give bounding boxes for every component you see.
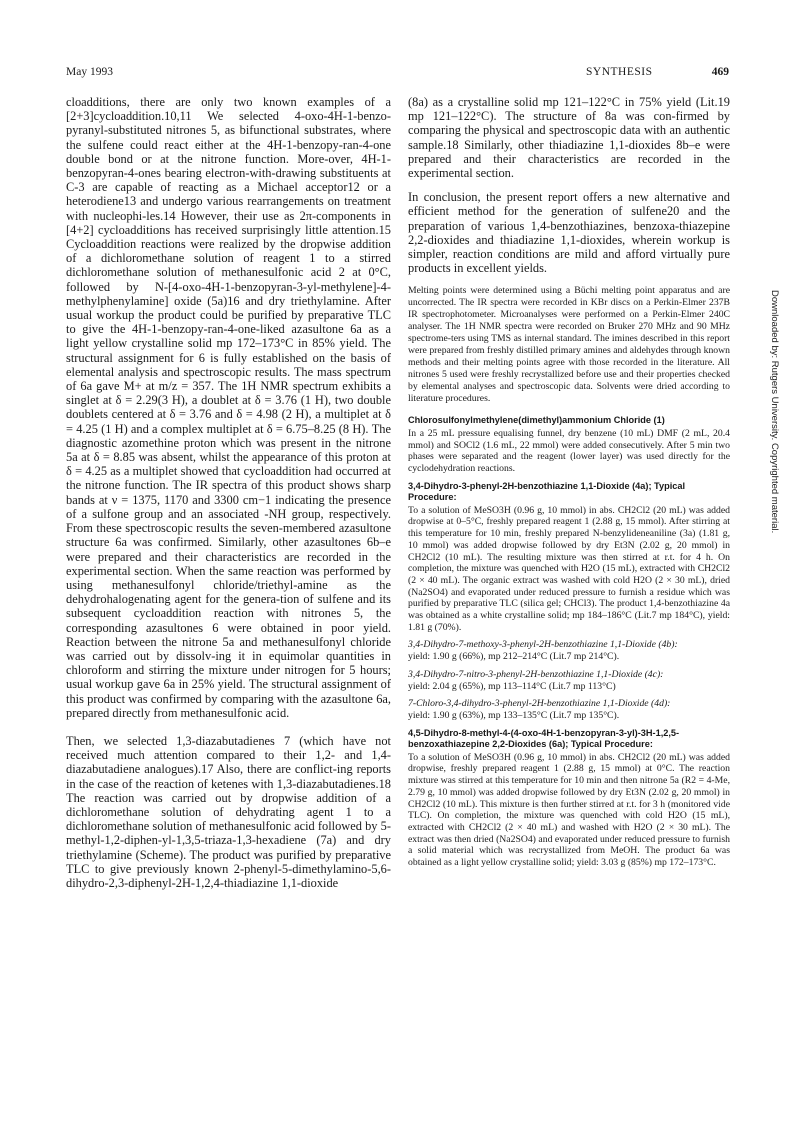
procedure-body: To a solution of MeSO3H (0.96 g, 10 mmol) in abs. CH2Cl2 (20 mL) was added dropwise at 0–5°C, freshly prepared reagent 1 (2.88 g, 15 mmol). After stirring at this temperature for 10 min, freshly prepared N-benzylideneaniline (3a) (1.81 g, 10 mmol) was added dropwise followed by dry Et3N (2.02 g, 20 mmol) in CH2Cl2 (10 mL). The resulting mixture was then stirred at r.t. for 4 h. On completion, the mixture was quenched with H2O (15 mL), extracted with CH2Cl2 (2 × 40 mL). The organic extract was washed with cold H2O (2 × 30 mL), dried (Na2SO4) and evaporated under reduced pressure to furnish a residue which was purified by preparative TLC (silica gel; CHCl3). The product 1,4-benzothiazine 4a was obtained as a white crystalline solid; mp 184–186°C (Lit.7 mp 184°C), yield: 1.81 g (70%).	[408, 504, 730, 633]
compound-name: 7-Chloro-3,4-dihydro-3-phenyl-2H-benzothiazine 1,1-Dioxide (4d):	[408, 698, 671, 710]
page-number: 469	[711, 66, 729, 78]
body-paragraph: (8a) as a crystalline solid mp 121–122°C in 75% yield (Lit.19 mp 121–122°C). The structure of 8a was con-firmed by comparing the physical and spectroscopic data with an authentic sample.18 Similarly, other thiadiazine 1,1-dioxides 8b–e were prepared and their characteristics are recorded in the experimental section.	[408, 95, 730, 181]
watermark-text: Downloaded by: Rutgers University. Copyrighted material.	[769, 290, 780, 534]
procedure-body: In a 25 mL pressure equalising funnel, dry benzene (10 mL) DMF (2 mL, 20.4 mmol) and SOCl2 (1.6 mL, 22 mmol) were added consecutively. After 5 min two phases were separated and the reagent (lower layer) was used directly for the cyclodehydration reactions.	[408, 427, 730, 475]
compound-name: 3,4-Dihydro-7-nitro-3-phenyl-2H-benzothiazine 1,1-Dioxide (4c):	[408, 668, 664, 680]
procedure-title: Chlorosulfonylmethylene(dimethyl)ammonium Chloride (1)	[408, 415, 665, 426]
compound-data: yield: 2.04 g (65%), mp 113–114°C (Lit.7 mp 113°C)	[408, 680, 616, 692]
compound-data: yield: 1.90 g (63%), mp 133–135°C (Lit.7 mp 135°C).	[408, 710, 620, 721]
compound-name: 3,4-Dihydro-7-methoxy-3-phenyl-2H-benzothiazine 1,1-Dioxide (4b):	[408, 639, 678, 651]
experimental-intro: Melting points were determined using a Büchi melting point apparatus and are uncorrected. The IR spectra were recorded in KBr discs on a Perkin-Elmer 237B IR spectrophotometer. Microanalyses were performed on a Perkin-Elmer 240C analyser. The 1H NMR spectra were recorded on Bruker 270 MHz and 90 MHz spectrome-ters using TMS as internal standard. The imines described in this report were prepared from freshly distilled primary amines and aldehydes through known methods and their melting points agree with those recorded in the literature. All nitrones 5 used were freshly recrystallized before use and their properties checked by elemental analyses and spectroscopic data. Solvents were dried according to literature procedures.	[408, 285, 730, 405]
procedure-title: 3,4-Dihydro-3-phenyl-2H-benzothiazine 1,1-Dioxide (4a); Typical Procedure:	[408, 480, 686, 503]
download-watermark	[770, 290, 782, 760]
compound-data: yield: 1.90 g (66%), mp 212–214°C (Lit.7 mp 214°C).	[408, 651, 620, 663]
issue-date: May 1993	[66, 66, 113, 78]
conclusion-paragraph: In conclusion, the present report offers a new alternative and efficient method for the generation of sulfene20 and the preparation of various 1,4-benzothiazines, benzoxa-thiazepine 2,2-dioxides and thiadiazine 1,1-dioxides, wherein workup is simpler, reaction conditions are mild and afford virtually pure products in excellent yields.	[408, 190, 730, 276]
body-paragraph: Then, we selected 1,3-diazabutadienes 7 (which have not received much attention compared to their 1,2- and 1,4-diazabutadiene analogues).17 Also, there are conflict-ing reports in the case of the reaction of ketenes with 1,3-diazabutadienes.18 The reaction was carried out by dropwise addition of a dichloromethane solution of dehydrating agent 1 to a dichloromethane solution of methanesulfonic acid followed by 5-methyl-1,2-diphen-yl-1,3,5-triaza-1,3-hexadiene (7a) and dry triethylamine (Scheme). The product was purified by preparative TLC to give previously known 2-phenyl-5-dimethylamino-5,6-dihydro-2,3-diphenyl-2H-1,2,4-thiadiazine 1,1-dioxide	[66, 733, 391, 890]
right-column	[408, 95, 730, 875]
procedure-title: 4,5-Dihydro-8-methyl-4-(4-oxo-4H-1-benzopyran-3-yl)-3H-1,2,5-benzoxathiazepine 2,2-Dioxides (6a); Typical Procedure:	[408, 727, 680, 750]
procedure-body: To a solution of MeSO3H (0.96 g, 10 mmol) in abs. CH2Cl2 (20 mL) was added dropwise, freshly prepared reagent 1 (2.88 g, 15 mmol) at 0°C. The reaction mixture was stirred at this temperature for 10 min and then nitrone 5a (R2 = 4-Me, 2.79 g, 10 mmol) was added dropwise followed by dry Et3N (2.02 g, 20 mmol) in CH2Cl2 (10 mL). This mixture is then further stirred at r.t. for 3 h (monitored vide TLC). On completion, the mixture was quenched with cold H2O (15 mL), extracted with CH2Cl2 (2 × 40 mL) and washed with H2O (2 × 30 mL). The extract was then dried (Na2SO4) and evaporated under reduced pressure to furnish a solid material which was recrystallized from MeOH. The product 6a was obtained as a light yellow crystalline solid; yield: 3.03 g (85%) mp 172–173°C.	[408, 751, 730, 869]
body-paragraph: cloadditions, there are only two known examples of a [2+3]cycloaddition.10,11 We selected 4-oxo-4H-1-benzo-pyranyl-substituted nitrones 5, as bifunctional substrates, where the sulfene could react either at the 4H-1-benzopy-ran-4-one double bond or at the nitrone function. More-over, 4H-1-benzopyran-4-ones bearing electron-with-drawing substituents at C-3 are capable of reacting as a Michael acceptor12 or a heterodiene13 and undergo various rearrangements on treatment with nucleophi-les.14 However, their use as 2π-components in [4+2] cycloadditions has received surprisingly little attention.15 Cycloaddition reactions were realized by the dropwise addition of a dichloromethane solution of reagent 1 to a stirred dichloromethane solution of methanesulfonic acid 2 at 0°C, followed by N-[4-oxo-4H-1-benzopyran-3-yl-methylene]-4-methylphenylamine] oxide (5a)16 and dry triethylamine. After usual workup the product could be purified by preparative TLC to give the 4H-1-benzopy-ran-4-one-liked azasultone 6a as a light yellow crystalline solid mp 172–173°C in 85% yield. The structural assignment for 6 is fully established on the basis of elemental analysis and spectroscopic results. The mass spectrum of 6a gave M+ at m/z = 357. The 1H NMR spectrum exhibits a singlet at δ = 2.29(3 H), a doublet at δ = 3.76 (1 H), two double doublets centered at δ = 3.76 and δ = 4.98 (2 H), a multiplet at δ = 4.25 (1 H) and a complex multiplet at δ = 6.75–8.25 (8 H). The diagnostic azomethine proton which was present in the nitrone 5a at δ = 8.85 was absent, whilst the appearance of this proton at δ = 4.25 as a multiplet showed that cycloaddition had occurred at the nitrone function. The IR spectra of this product shows sharp bands at ν = 1375, 1170 and 3300 cm−1 indicating the presence of a sulfone group and an associated -NH group, respectively. From these spectroscopic results the seven-membered azasultone structure 6a was confirmed. Similarly, other azasultones 6b–e were prepared and their characteristics are recorded in the experimental section. When the same reaction was performed by using methanesulfonyl chloride/triethyl-amine as the dehydrohalogenating agent for the genera-tion of sulfene and its subsequent cycloaddition reaction with nitrones 5, the corresponding azasultones 6 were obtained in poor yield. Reaction between the nitrone 5a and methanesulfonyl chloride was carried out by dissolv-ing it in equimolar quantities in chloroform and stirring the mixture under nitrogen for 5 hours; usual workup gave 6a in 25% yield. The structural assignment of this product was confirmed by comparing with the azasultone 6a, prepared directly from methanesulfonic acid.	[66, 95, 391, 720]
left-column	[66, 95, 391, 900]
journal-name: SYNTHESIS	[586, 66, 653, 78]
page-header	[66, 66, 729, 84]
